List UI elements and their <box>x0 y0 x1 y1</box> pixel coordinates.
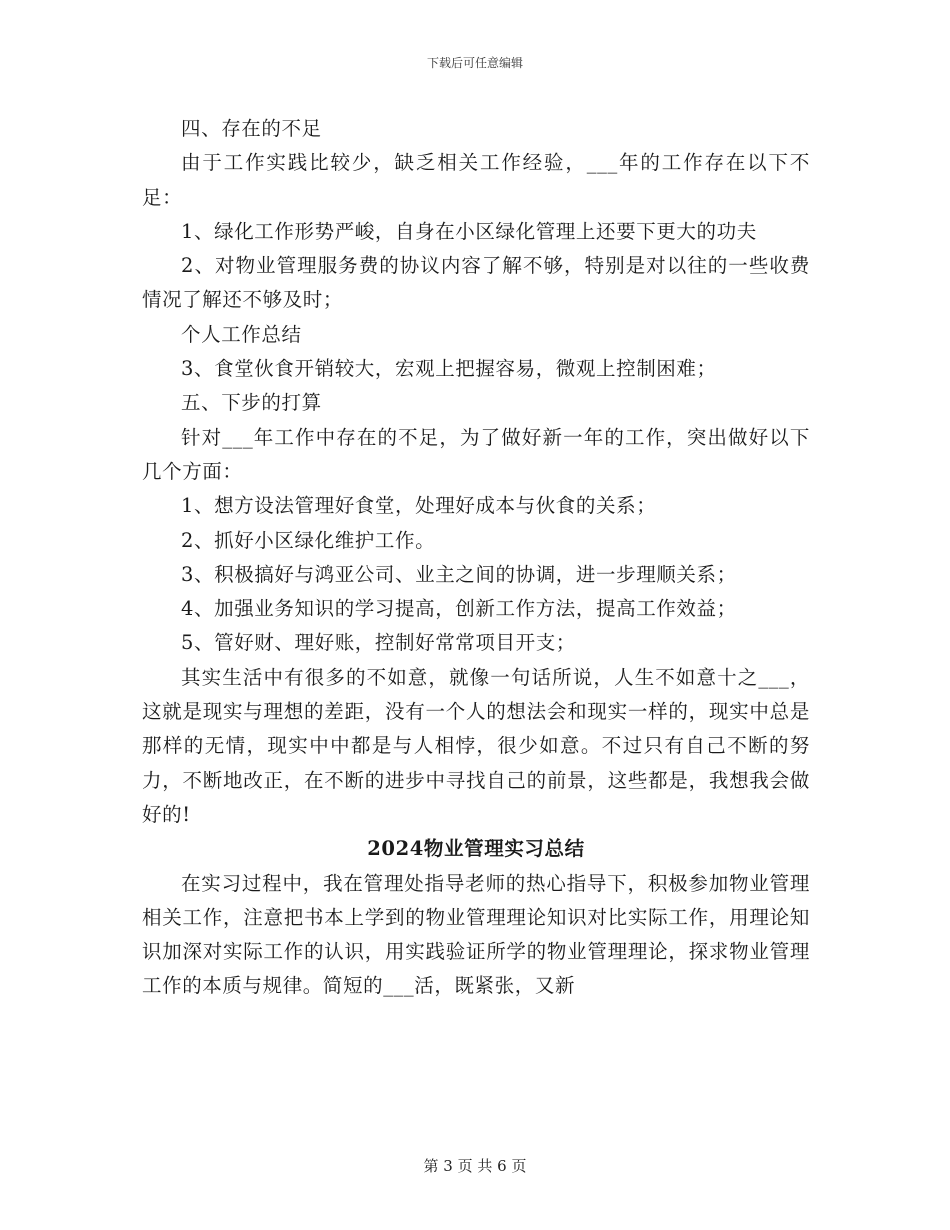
paragraph: 3、积极搞好与鸿亚公司、业主之间的协调，进一步理顺关系； <box>181 562 737 586</box>
document-body <box>142 112 810 1004</box>
paragraph: 2、对物业管理服务费的协议内容了解不够，特别是对以往的一些收费情况了解还不够及时； <box>142 254 810 312</box>
header-note: 下载后可任意编辑 <box>426 56 523 70</box>
paragraph: 1、绿化工作形势严峻，自身在小区绿化管理上还要下更大的功夫 <box>181 219 757 243</box>
paragraph: 针对___年工作中存在的不足，为了做好新一年的工作，突出做好以下几个方面： <box>142 425 810 483</box>
paragraph: 3、食堂伙食开销较大，宏观上把握容易，微观上控制困难； <box>181 357 717 381</box>
paragraph: 五、下步的打算 <box>181 391 322 415</box>
paragraph: 2、抓好小区绿化维护工作。 <box>181 528 436 552</box>
paragraph: 由于工作实践比较少，缺乏相关工作经验，___年的工作存在以下不足： <box>142 151 810 209</box>
paragraph: 其实生活中有很多的不如意，就像一句话所说，人生不如意十之___，这就是现实与理想的差距，没有一个人的想法会和现实一样的，现实中总是那样的无情，现实中中都是与人相悖，很少如意。不过只有自己不断的努力，不断地改正，在不断的进步中寻找自己的前景，这些都是，我想我会做好的! <box>142 665 810 826</box>
paragraph: 4、加强业务知识的学习提高，创新工作方法，提高工作效益； <box>181 597 737 621</box>
paragraph: 5、管好财、理好账，控制好常常项目开支； <box>181 631 576 655</box>
paragraph: 1、想方设法管理好食堂，处理好成本与伙食的关系； <box>181 494 657 518</box>
section-title: 2024物业管理实习总结 <box>367 837 585 861</box>
paragraph: 在实习过程中，我在管理处指导老师的热心指导下，积极参加物业管理相关工作，注意把书本上学到的物业管理理论知识对比实际工作，用理论知识加深对实际工作的认识，用实践验证所学的物业管理理论，探求物业管理工作的本质与规律。简短的___活，既紧张，又新 <box>142 871 810 998</box>
paragraph: 四、存在的不足 <box>181 117 322 140</box>
page-number: 第 3 页 共 6 页 <box>423 1157 527 1175</box>
paragraph: 个人工作总结 <box>181 322 302 346</box>
